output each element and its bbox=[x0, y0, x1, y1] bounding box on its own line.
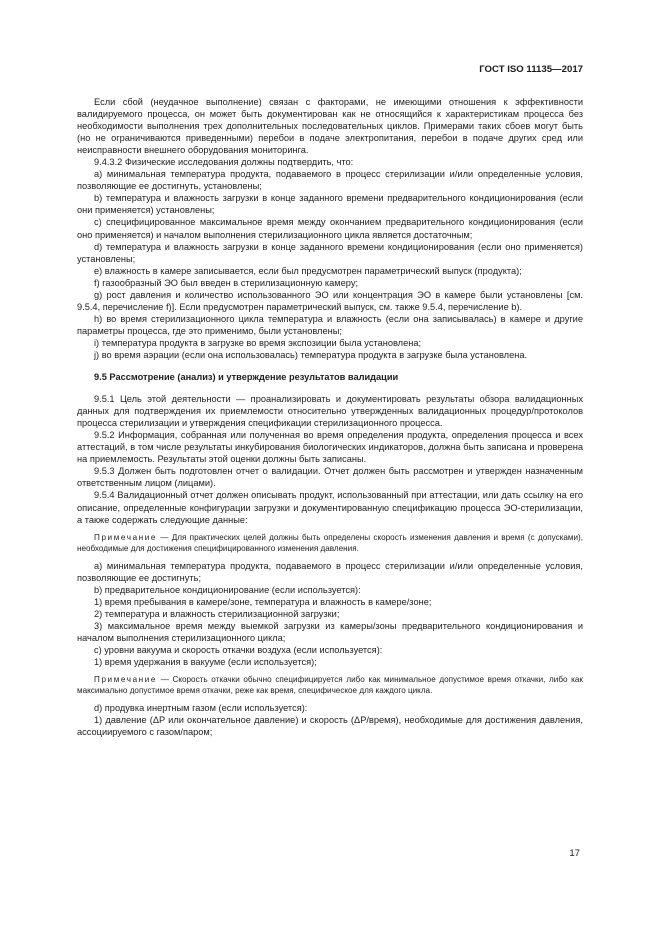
paragraph: 9.5.1 Цель этой деятельности — проанализировать и документировать результаты обзора валидационных данных для подтверждения их приемлемости относительно утвержденных валидационных процедур/протоколов процесса стерилизации и утверждения спецификации стерилизационного процесса. bbox=[77, 394, 583, 429]
standard-header: ГОСТ ISO 11135—2017 bbox=[479, 64, 583, 75]
note-label: Примечание bbox=[94, 532, 158, 542]
list-item: d) продувка инертным газом (если используется): bbox=[94, 703, 308, 714]
list-item: 1) давление (ΔP или окончательное давление) и скорость (ΔP/время), необходимые для достижения давления, ассоциируемого с газом/паром; bbox=[77, 715, 583, 738]
list-item: e) влажность в камере записывается, если был предусмотрен параметрический выпуск (продукта); bbox=[94, 265, 522, 276]
list-item: b) температура и влажность загрузки в конце заданного времени предварительного кондиционирования (если они применяется) установлены; bbox=[77, 193, 583, 216]
list-item: a) минимальная температура продукта, подаваемого в процесс стерилизации и/или определенные условия, позволяющие ее достигнуть, установлены; bbox=[77, 169, 583, 192]
list-item: c) специфицированное максимальное время между окончанием предварительного кондиционирования (если оно применяется) и началом выполнения стерилизационного цикла является достаточным; bbox=[77, 217, 583, 240]
list-item: f) газообразный ЭО был введен в стерилизационную камеру; bbox=[94, 277, 359, 288]
page-number: 17 bbox=[569, 848, 580, 859]
note-text: — Для практических целей должны быть определены скорость изменения давления и время (с допусками), необходимые для достижения специфицированного изменения давления. bbox=[77, 532, 583, 553]
note bbox=[77, 532, 583, 554]
paragraph: 9.5.4 Валидационный отчет должен описывать продукт, использованный при аттестации, или дать ссылку на его описание, определенные конфигурации загрузки и документированную спецификацию процесса ЭО-стерилизации, а также содержать следующие данные: bbox=[77, 490, 583, 525]
list-item: h) во время стерилизационного цикла температура и влажность (если она записывалась) в камере и другие параметры процесса, где это применимо, были установлены; bbox=[77, 313, 583, 336]
list-item: 3) максимальное время между выемкой загрузки из камеры/зоны предварительного кондиционирования и началом выполнения стерилизационного цикла; bbox=[77, 620, 583, 643]
section-heading: 9.5 Рассмотрение (анализ) и утверждение результатов валидации bbox=[94, 372, 399, 383]
note bbox=[77, 674, 583, 696]
list-item: i) температура продукта в загрузке во время экспозиции была установлена; bbox=[94, 337, 422, 348]
list-item: j) во время аэрации (если она использовалась) температура продукта в загрузке была установлена. bbox=[94, 349, 528, 360]
list-item: g) рост давления и количество использованного ЭО или концентрация ЭО в камере были установлены [см. 9.5.4, перечисление f)]. Если предусмотрен параметрический выпуск, см. также 9.5.4, перечисление b). bbox=[77, 289, 583, 312]
paragraph: Если сбой (неудачное выполнение) связан с факторами, не имеющими отношения к эффективности валидируемого процесса, он может быть документирован как не относящийся к характеристикам процесса без необходимости выполнения трех дополнительных последовательных циклов. Примерами таких сбоев могут быть (но не ограничиваются приведенными) перебои в подаче электропитания, перебои в подаче других сред или неисправности внешнего оборудования мониторинга. bbox=[77, 97, 583, 156]
list-item: 1) время удержания в вакууме (если используется); bbox=[94, 656, 317, 667]
paragraph: 9.5.2 Информация, собранная или полученная во время определения продукта, определения процесса и всех аттестаций, в том числе результаты инкубирования биологических индикаторов, должна быть записана и проверена на приемлемость. Результаты этой оценки должны быть записаны. bbox=[77, 430, 583, 465]
note-label: Примечание bbox=[94, 675, 158, 685]
list-item: c) уровни вакуума и скорость откачки воздуха (если используется): bbox=[94, 644, 383, 655]
list-item: b) предварительное кондиционирование (если используется): bbox=[94, 584, 361, 595]
list-item: a) минимальная температура продукта, подаваемого в процесс стерилизации и/или определенные условия, позволяющие ее достигнуть; bbox=[77, 560, 583, 583]
list-item: 2) температура и влажность стерилизационной загрузки; bbox=[94, 608, 340, 619]
list-item: d) температура и влажность загрузки в конце заданного времени кондиционирования (если оно применяется) установлены; bbox=[77, 241, 583, 264]
paragraph: 9.4.3.2 Физические исследования должны подтвердить, что: bbox=[94, 157, 354, 168]
paragraph: 9.5.3 Должен быть подготовлен отчет о валидации. Отчет должен быть рассмотрен и утвержден назначенным ответственным лицом (лицами). bbox=[77, 466, 583, 489]
page-body bbox=[77, 96, 583, 738]
note-text: — Скорость откачки обычно специфицируется либо как минимальное допустимое время откачки, либо как максимально допустимое время откачки, реже как время, специфическое для каждого цикла. bbox=[77, 675, 583, 696]
list-item: 1) время пребывания в камере/зоне, температура и влажность в камере/зоне; bbox=[94, 596, 432, 607]
